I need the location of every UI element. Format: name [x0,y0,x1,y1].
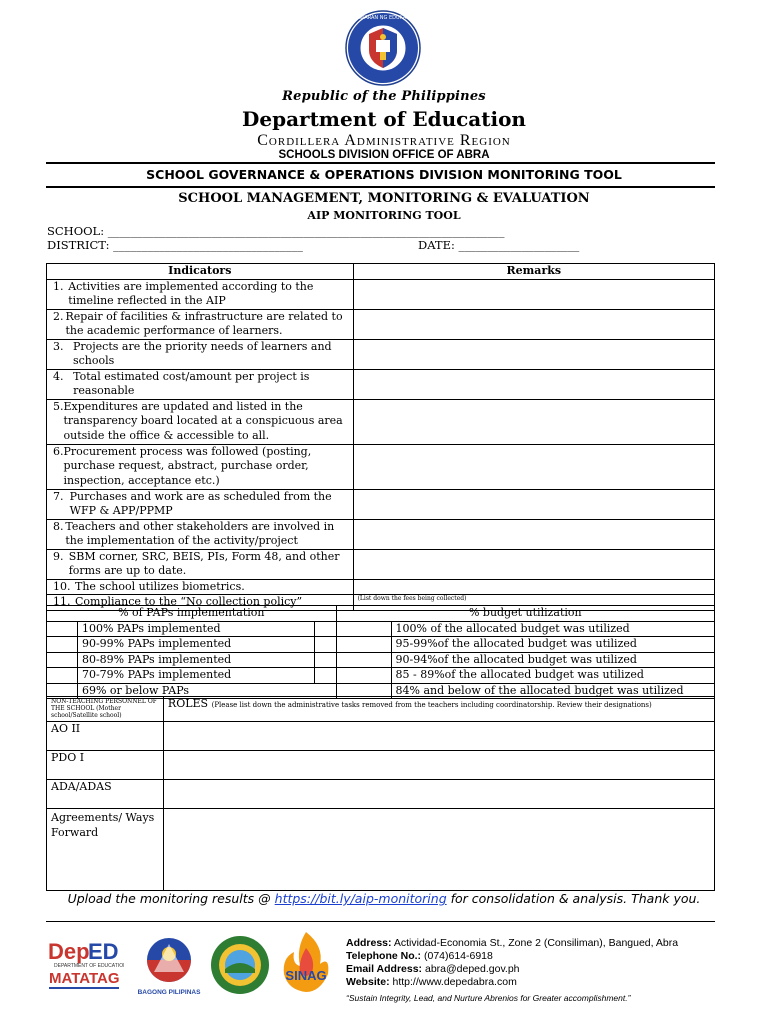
indicator-text: Total estimated cost/amount per project is reasonable [73,369,310,397]
roles-cell[interactable] [163,780,714,809]
indicator-row [47,489,715,519]
email-line [346,963,520,976]
indicators-header: Indicators [47,264,354,280]
sgod-title: SCHOOL GOVERNANCE & OPERATIONS DIVISION MONITORING TOOL [146,167,622,182]
phone-line [346,950,493,963]
paps-header: % of PAPs implementation [47,606,337,622]
district-label: DISTRICT: [47,238,114,252]
budget-header: % budget utilization [336,606,714,622]
website-label: Website: [346,976,390,988]
sdo-abra-seal-logo [210,935,270,995]
indicator-text: Projects are the priority needs of learners and schools [72,339,332,367]
roles-cell[interactable] [163,722,714,751]
indicator-number: 3. [53,339,64,353]
budget-option: 95-99%of the allocated budget was utilized [391,637,715,653]
divider [46,186,715,188]
upload-link[interactable]: https://bit.ly/aip-monitoring [274,891,447,906]
sinag-logo [276,928,336,998]
monitoring-table [46,263,715,611]
indicator-row [47,369,715,399]
remarks-cell[interactable] [353,279,714,309]
indicator-number: 4. [53,369,64,383]
remarks-cell[interactable] [353,489,714,519]
roles-header [163,697,714,722]
budget-option: 90-94%of the allocated budget was utilized [391,652,715,668]
paps-gap [314,621,336,637]
svg-text:DEPARTMENT OF EDUCATION: DEPARTMENT OF EDUCATION [54,963,124,969]
paps-option: 69% or below PAPs [77,683,336,699]
roles-table [46,696,715,891]
roles-note: (Please list down the administrative tasks removed from the teachers including coordinatorship. Review their designations) [211,701,652,709]
bagong-pilipinas-logo [136,932,202,998]
phone-label: Telephone No.: [346,950,422,962]
tool-title: AIP MONITORING TOOL [307,209,461,222]
paps-checkbox[interactable] [47,668,78,684]
website-value[interactable]: http://www.depedabra.com [389,976,517,988]
remarks-cell[interactable] [353,519,714,549]
date-field[interactable] [418,238,579,252]
budget-option: 85 - 89%of the allocated budget was utilized [391,668,715,684]
indicator-row [47,579,715,595]
deped-seal-logo [345,10,421,86]
svg-text:ED: ED [88,939,119,964]
paps-gap [314,668,336,684]
paps-option: 100% PAPs implemented [77,621,314,637]
indicator-text: Teachers and other stakeholders are involved in the implementation of the activity/project [65,519,335,547]
district-line[interactable]: _________________________________ [113,238,303,252]
budget-checkbox[interactable] [336,652,391,668]
remarks-header: Remarks [353,264,714,280]
website-line [346,976,517,989]
upload-text-after: for consolidation & analysis. Thank you. [446,891,701,906]
division-text: SCHOOLS DIVISION OFFICE OF ABRA [278,149,490,161]
agreements-label: Agreements/ Ways Forward [47,809,164,891]
paps-gap [314,637,336,653]
svg-text:BAGONG PILIPINAS: BAGONG PILIPINAS [137,989,201,996]
remarks-cell[interactable] [353,444,714,489]
region-text: Cordillera Administrative Region [257,132,511,149]
remarks-cell[interactable] [353,549,714,579]
indicator-row [47,279,715,309]
budget-option: 100% of the allocated budget was utilized [391,621,715,637]
indicator-number: 6. [53,444,64,458]
personnel-cell: ADA/ADAS [47,780,164,809]
budget-checkbox[interactable] [336,637,391,653]
school-label: SCHOOL: [47,224,108,238]
date-label: DATE: [418,238,459,252]
roles-label: ROLES [167,697,209,710]
indicator-row [47,309,715,339]
budget-checkbox[interactable] [336,668,391,684]
svg-text:Dep: Dep [48,939,90,964]
svg-text:KAGAWARAN NG EDUKASYON: KAGAWARAN NG EDUKASYON [346,15,420,21]
remarks-cell[interactable] [353,579,714,595]
indicator-text: Purchases and work are as scheduled from the WFP & APP/PPMP [69,489,332,517]
indicator-number: 8. [53,519,64,533]
paps-option: 70-79% PAPs implemented [77,668,314,684]
address-label: Address: [346,937,392,949]
indicator-text: The school utilizes biometrics. [75,579,245,593]
roles-cell[interactable] [163,751,714,780]
indicator-row [47,339,715,369]
remarks-cell[interactable] [353,399,714,444]
paps-option: 90-99% PAPs implemented [77,637,314,653]
indicator-number: 2. [53,309,64,323]
divider [46,921,715,922]
svg-text:SINAG: SINAG [285,968,327,983]
school-field[interactable] [47,224,504,238]
indicator-number: 10. [53,579,71,593]
indicator-row [47,519,715,549]
remarks-cell[interactable] [353,369,714,399]
paps-option: 80-89% PAPs implemented [77,652,314,668]
paps-checkbox[interactable] [47,621,78,637]
indicator-text: Procurement process was followed (posting, purchase request, abstract, purchase order, inspection, acceptance etc.) [63,444,312,487]
collection-note: (List down the fees being collected) [357,595,467,602]
indicator-text: SBM corner, SRC, BEIS, PIs, Form 48, and other forms are up to date. [68,549,340,577]
phone-value: (074)614-6918 [421,950,493,962]
smme-title: SCHOOL MANAGEMENT, MONITORING & EVALUATION [178,191,590,206]
paps-checkbox[interactable] [47,637,78,653]
indicator-row [47,549,715,579]
motto-text: “Sustain Integrity, Lead, and Nurture Abrenios for Greater accomplishment.” [346,993,631,1003]
indicator-number: 9. [53,549,64,563]
paps-gap [314,652,336,668]
paps-checkbox[interactable] [47,652,78,668]
email-value[interactable]: abra@deped.gov.ph [422,963,520,975]
address-value: Actividad-Economia St., Zone 2 (Consiliman), Bangued, Abra [391,937,679,949]
upload-note [0,891,768,906]
indicator-text: Activities are implemented according to the timeline reflected in the AIP [68,279,314,307]
indicator-number: 11. [53,595,71,608]
department-title: Department of Education [242,107,526,131]
republic-text: Republic of the Philippines [282,89,486,104]
indicator-row [47,399,715,444]
date-line[interactable]: _____________________ [458,238,580,252]
upload-text-before: Upload the monitoring results @ [67,891,275,906]
address-line [346,937,678,950]
indicator-number: 1. [53,279,64,293]
utilization-table [46,605,715,699]
indicator-text: Repair of facilities & infrastructure are related to the academic performance of learners. [65,309,343,337]
personnel-cell: AO II [47,722,164,751]
indicator-text: Expenditures are updated and listed in the transparency board located at a conspicuous area outside the office & accessible to all. [63,399,343,442]
district-field[interactable] [47,238,303,252]
school-line[interactable]: _____________________________________________________________________ [107,224,505,238]
svg-text:MATATAG: MATATAG [49,970,120,987]
budget-option: 84% and below of the allocated budget was utilized [391,683,715,699]
personnel-cell: PDO I [47,751,164,780]
indicator-row [47,444,715,489]
indicator-number: 5. [53,399,64,413]
indicator-number: 7. [53,489,64,503]
deped-matatag-logo [46,937,124,997]
remarks-cell[interactable] [353,309,714,339]
budget-checkbox[interactable] [336,621,391,637]
indicator-text: Compliance to the “No collection policy” [75,595,303,608]
email-label: Email Address: [346,963,423,975]
divider [46,162,715,164]
non-teaching-label: NON-TEACHING PERSONNEL OF THE SCHOOL (Mother school/Satellite school) [47,697,164,722]
agreements-cell[interactable] [163,809,714,891]
remarks-cell[interactable] [353,339,714,369]
